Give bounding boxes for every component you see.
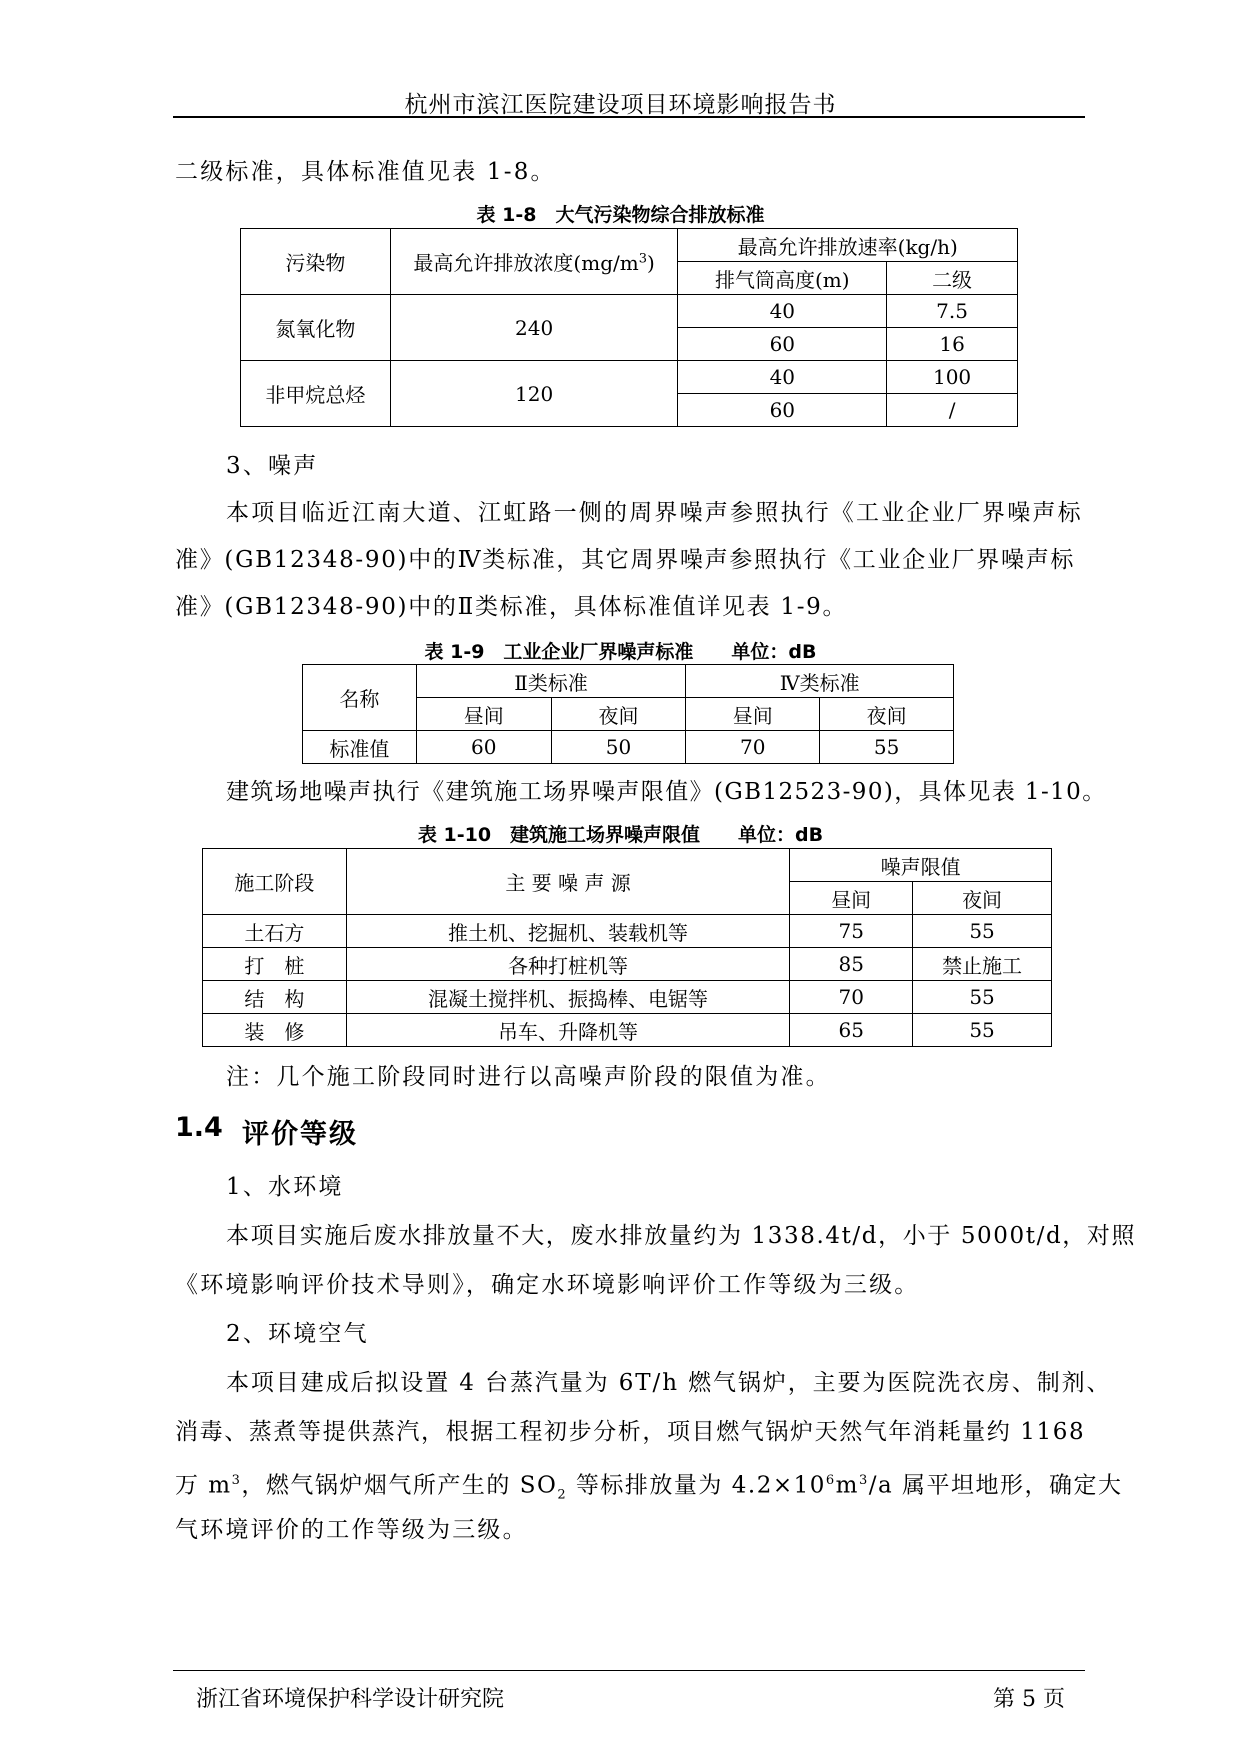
rate-value: / [887,394,1018,427]
standard-value: 60 [416,731,551,764]
header-grade: 二级 [887,262,1018,295]
standard-value: 50 [551,731,686,764]
stage: 结 构 [203,981,347,1014]
day-limit: 75 [790,915,913,948]
header-stack-height: 排气筒高度(m) [678,262,887,295]
stack-height: 40 [678,295,887,328]
table-1-10 [202,848,1052,1047]
construction-noise-line: 建筑场地噪声执行《建筑施工场界噪声限值》(GB12523-90)，具体见表 1-10。 [226,779,1107,805]
header-source: 主 要 噪 声 源 [346,849,789,915]
table-1-10-caption: 表 1-10 建筑施工场界噪声限值 单位：dB [417,824,824,846]
standard-value: 55 [820,731,954,764]
header-class-2: Ⅱ类标准 [416,665,686,698]
noise-source: 各种打桩机等 [346,948,789,981]
day-limit: 65 [790,1014,913,1047]
row-label: 标准值 [303,731,417,764]
header-night: 夜间 [551,698,686,731]
noise-source: 推土机、挖掘机、装载机等 [346,915,789,948]
night-limit: 禁止施工 [913,948,1052,981]
night-limit: 55 [913,915,1052,948]
header-pollutant: 污染物 [241,229,391,295]
water-line-1: 本项目实施后废水排放量不大，废水排放量约为 1338.4t/d，小于 5000t/d，对照 [226,1223,1137,1249]
pollutant-concentration: 240 [390,295,678,361]
stack-height: 60 [678,394,887,427]
stage: 装 修 [203,1014,347,1047]
footer-page-number: 第 5 页 [993,1687,1065,1712]
table-note: 注：几个施工阶段同时进行以高噪声阶段的限值为准。 [226,1064,831,1090]
rate-value: 100 [887,361,1018,394]
day-limit: 85 [790,948,913,981]
air-line-4: 气环境评价的工作等级为三级。 [175,1517,528,1543]
table-1-8-caption: 表 1-8 大气污染物综合排放标准 [476,204,765,226]
section-number: 1.4 [175,1112,223,1143]
stack-height: 40 [678,361,887,394]
header-limit: 噪声限值 [790,849,1052,882]
noise-para-line-1: 本项目临近江南大道、江虹路一侧的周界噪声参照执行《工业企业厂界噪声标 [226,500,1083,526]
stage: 打 桩 [203,948,347,981]
noise-para-line-2: 准》(GB12348-90)中的Ⅳ类标准，其它周界噪声参照执行《工业企业厂界噪声标 [175,547,1076,573]
standard-value: 70 [686,731,820,764]
air-line-1: 本项目建成后拟设置 4 台蒸汽量为 6T/h 燃气锅炉，主要为医院洗衣房、制剂、 [226,1370,1112,1396]
header-day: 昼间 [790,882,913,915]
rate-value: 7.5 [887,295,1018,328]
header-day: 昼间 [686,698,820,731]
table-1-8 [240,228,1018,427]
header-night: 夜间 [820,698,954,731]
footer-rule [173,1670,1085,1671]
air-line-3: 万 $m^3$，燃气锅炉烟气所产生的 $SO_2$ 等标排放量为 $4.2\times 10^6m^3/a$ 属平坦地形，确定大 [175,1472,1123,1503]
footer-organization: 浙江省环境保护科学设计研究院 [196,1687,505,1712]
stack-height: 60 [678,328,887,361]
header-night: 夜间 [913,882,1052,915]
table-1-9 [302,664,954,764]
page-header-title: 杭州市滨江医院建设项目环境影响报告书 [404,92,837,118]
night-limit: 55 [913,981,1052,1014]
air-heading: 2、环境空气 [226,1321,369,1347]
header-concentration: 最高允许排放浓度$(mg/m^3)$ [390,229,678,295]
table-1-9-caption: 表 1-9 工业企业厂界噪声标准 单位：dB [424,641,817,663]
section-title: 评价等级 [242,1119,358,1150]
rate-value: 16 [887,328,1018,361]
header-name: 名称 [303,665,417,731]
pollutant-concentration: 120 [390,361,678,427]
noise-para-line-3: 准》(GB12348-90)中的Ⅱ类标准，具体标准值详见表 1-9。 [175,594,848,620]
noise-source: 混凝土搅拌机、振捣棒、电锯等 [346,981,789,1014]
header-stage: 施工阶段 [203,849,347,915]
header-rate: 最高允许排放速率(kg/h) [678,229,1018,262]
header-day: 昼间 [416,698,551,731]
day-limit: 70 [790,981,913,1014]
pollutant-name: 氮氧化物 [241,295,391,361]
noise-heading: 3、噪声 [226,453,319,479]
water-heading: 1、水环境 [226,1174,344,1200]
intro-line: 二级标准，具体标准值见表 1-8。 [175,159,556,185]
water-line-2: 《环境影响评价技术导则》，确定水环境影响评价工作等级为三级。 [175,1272,920,1298]
header-class-4: Ⅳ类标准 [686,665,954,698]
pollutant-name: 非甲烷总烃 [241,361,391,427]
header-rule [173,116,1085,118]
stage: 土石方 [203,915,347,948]
noise-source: 吊车、升降机等 [346,1014,789,1047]
air-line-2: 消毒、蒸煮等提供蒸汽，根据工程初步分析，项目燃气锅炉天然气年消耗量约 1168 [175,1419,1086,1445]
night-limit: 55 [913,1014,1052,1047]
